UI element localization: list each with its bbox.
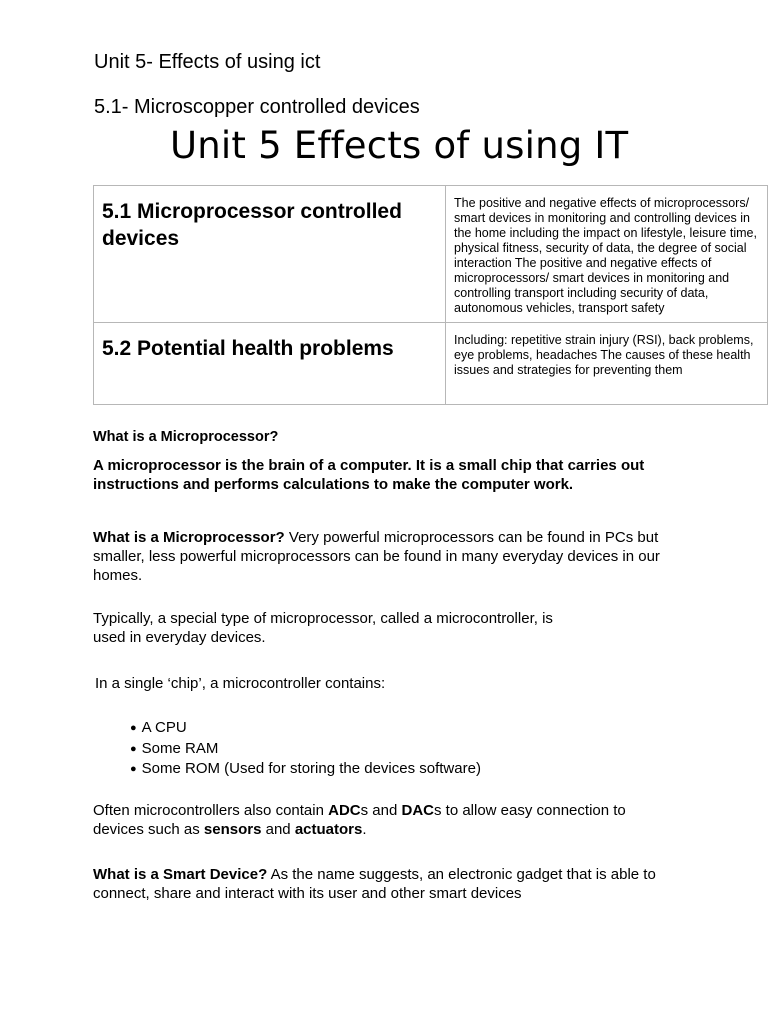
paragraph-text: As the name suggests, an electronic gadget that is able to connect, share and interact with its user and other smart devices [93,866,656,902]
term-adc: ADC [328,802,361,819]
text-run: Often microcontrollers also contain [93,802,329,819]
text-run: s and [360,802,402,819]
row-description: The positive and negative effects of microprocessors/ smart devices in monitoring and controlling devices in the home including the impact on lifestyle, leisure time, physical fitness, security of data, the degree of social interaction The positive and negative effects of microprocessors/ smart devices in monitoring and controlling transport including security of data, autonomous vehicles, transport safety [446,186,768,323]
unit-heading: Unit 5- Effects of using ict [94,51,321,73]
row-title: 5.1 Microprocessor controlled devices [94,186,446,323]
list-item: ● Some ROM (Used for storing the devices software) [130,759,481,780]
list-item: ● Some RAM [130,739,481,760]
term-dac: DAC [401,802,434,819]
row-title: 5.2 Potential health problems [94,323,446,405]
spec-table [93,185,768,405]
table-row [94,186,768,323]
table-row [94,323,768,405]
text-run: . [362,821,367,838]
paragraph-lead: What is a Microprocessor? [93,529,285,546]
term-sensors: sensors [203,821,262,838]
text-run: s to allow easy connection to devices such as [93,802,626,838]
paragraph-microcontroller: Typically, a special type of microprocessor, called a microcontroller, is used in everyday devices. [93,610,553,646]
list-item: ● A CPU [130,718,481,739]
paragraph-microprocessor [93,528,668,585]
page-title: Unit 5 Effects of using IT [170,124,629,167]
paragraph-adc-dac [93,801,668,839]
question-heading: What is a Microprocessor? [93,429,279,445]
row-description: Including: repetitive strain injury (RSI), back problems, eye problems, headaches The causes of these health issues and strategies for preventing them [446,323,768,405]
section-heading: 5.1- Microscopper controlled devices [94,96,420,118]
paragraph-lead: What is a Smart Device? [93,866,268,883]
text-run: and [261,821,295,838]
paragraph-chip: In a single ‘chip’, a microcontroller contains: [95,675,386,692]
answer-text: A microprocessor is the brain of a computer. It is a small chip that carries out instructions and performs calculations to make the computer work. [93,457,645,493]
term-actuators: actuators [294,821,363,838]
paragraph-smart-device [93,865,693,903]
component-list [130,718,481,780]
paragraph-text: Very powerful microprocessors can be found in PCs but smaller, less powerful microprocessors can be found in many everyday devices in our homes. [93,529,660,584]
